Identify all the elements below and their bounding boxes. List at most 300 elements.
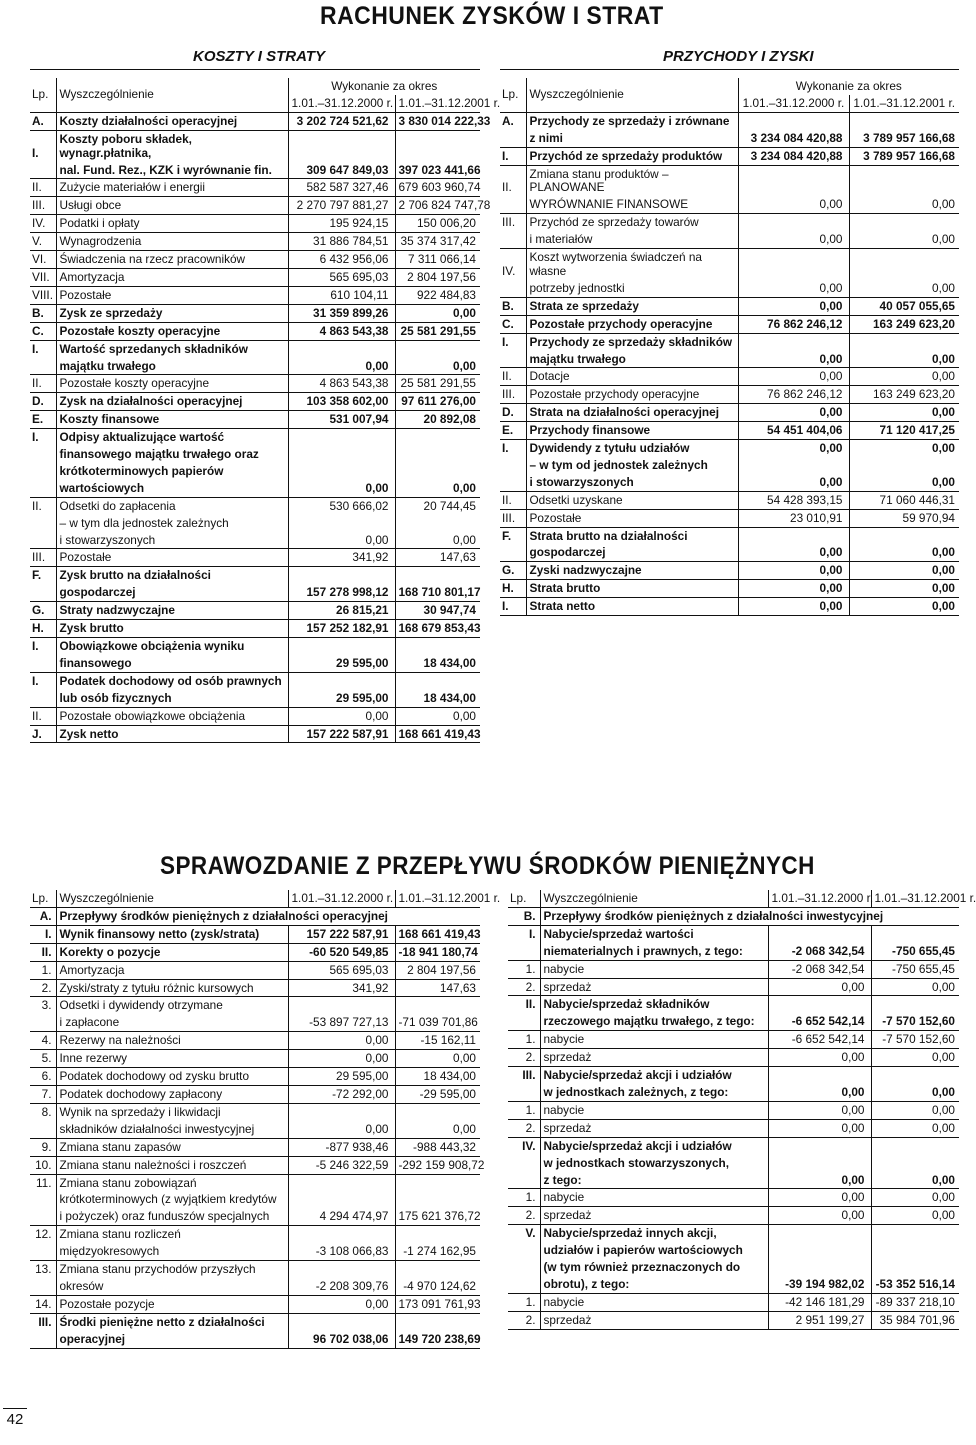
row-label: Zmiana stanu przychodów przyszłych — [56, 1261, 288, 1278]
row-value-2000: 54 428 393,15 — [738, 491, 849, 509]
row-label: Nabycie/sprzedaż akcji i udziałów — [540, 1067, 768, 1084]
row-label: Pozostałe — [526, 509, 738, 527]
row-value-2000 — [768, 1259, 871, 1276]
row-lp: II. — [30, 497, 56, 514]
row-label: Usługi obce — [56, 197, 288, 215]
row-value-2001: 0,00 — [395, 1121, 480, 1138]
row-lp: I. — [500, 440, 526, 457]
item-header: Wyszczególnienie — [540, 890, 768, 907]
row-label: Strata ze sprzedaży — [526, 297, 738, 315]
table-row — [30, 1050, 480, 1068]
row-value-2000: 582 587 327,46 — [288, 179, 395, 197]
cashflow-left-rows — [30, 907, 485, 1348]
row-label: rzeczowego majątku trwałego, z tego: — [540, 1013, 768, 1030]
row-lp — [30, 584, 56, 601]
row-label: udziałów i papierów wartościowych — [540, 1242, 768, 1259]
row-label: sprzedaż — [540, 1207, 768, 1225]
row-label: potrzeby jednostki — [526, 280, 738, 297]
row-value-2001: 18 434,00 — [395, 690, 480, 707]
row-value-2001 — [871, 1242, 959, 1259]
row-label: Pozostałe koszty operacyjne — [56, 375, 288, 393]
row-lp: II. — [508, 996, 540, 1013]
y2001-header: 1.01.–31.12.2001 r. — [395, 890, 480, 907]
row-value-2001: -750 655,45 — [871, 960, 959, 978]
row-lp: III. — [500, 386, 526, 404]
row-value-2001: 163 249 623,20 — [849, 315, 959, 333]
row-lp: H. — [500, 580, 526, 598]
y2000-header: 1.01.–31.12.2000 r. — [288, 95, 395, 112]
row-lp: 1. — [508, 960, 540, 978]
row-value-2000: 2 270 797 881,27 — [288, 197, 395, 215]
row-label: sprzedaż — [540, 1119, 768, 1137]
row-value-2000 — [288, 1191, 395, 1208]
lp-header: Lp. — [30, 890, 56, 907]
row-value-2000 — [288, 130, 395, 161]
period-header: Wykonanie za okres — [795, 79, 902, 93]
row-value-2000: 3 234 084 420,88 — [738, 147, 849, 165]
table-row — [508, 1137, 959, 1154]
table-row — [500, 130, 959, 147]
row-value-2001: 0,00 — [849, 598, 959, 616]
row-lp: 3. — [30, 997, 56, 1014]
row-lp — [508, 1155, 540, 1172]
row-label: Świadczenia na rzecz pracowników — [56, 251, 288, 269]
row-value-2001 — [871, 1067, 959, 1084]
row-value-2000: -2 068 342,54 — [768, 943, 871, 960]
row-label: Strata brutto — [526, 580, 738, 598]
table-row — [30, 1032, 480, 1050]
row-value-2000: 29 595,00 — [288, 655, 395, 672]
table-row — [500, 562, 959, 580]
row-lp: IV. — [30, 215, 56, 233]
row-label: Amortyzacja — [56, 268, 288, 286]
row-value-2001 — [395, 130, 480, 161]
table-row — [30, 690, 480, 707]
row-lp: II. — [30, 707, 56, 725]
table-row — [30, 411, 480, 429]
row-label: Pozostałe — [56, 549, 288, 567]
row-value-2001: -71 039 701,86 — [395, 1014, 480, 1031]
row-lp: 6. — [30, 1068, 56, 1086]
row-value-2000 — [768, 1067, 871, 1084]
row-lp: A. — [30, 907, 56, 925]
row-label: Odsetki i dywidendy otrzymane — [56, 997, 288, 1014]
main-title: RACHUNEK ZYSKÓW I STRAT — [320, 2, 664, 30]
costs-subtitle: KOSZTY I STRATY — [193, 48, 325, 65]
row-lp — [508, 1172, 540, 1189]
row-value-2001: 0,00 — [395, 358, 480, 375]
row-value-2001: 3 789 957 166,68 — [849, 130, 959, 147]
row-label: Obowiązkowe obciążenia wyniku — [56, 638, 288, 655]
row-lp — [30, 1331, 56, 1348]
row-lp — [30, 463, 56, 480]
table-row — [500, 457, 959, 474]
row-lp — [508, 943, 540, 960]
row-value-2000: 0,00 — [768, 1207, 871, 1225]
row-label: Koszty finansowe — [56, 411, 288, 429]
row-lp: III. — [30, 549, 56, 567]
row-label: z nimi — [526, 130, 738, 147]
row-value-2001: 0,00 — [871, 1084, 959, 1101]
row-lp: I. — [508, 925, 540, 942]
row-value-2000: 309 647 849,03 — [288, 162, 395, 179]
table-row — [30, 393, 480, 411]
table-row — [508, 1189, 959, 1207]
row-value-2001 — [395, 515, 480, 532]
table-row — [30, 268, 480, 286]
table-row — [30, 162, 480, 179]
row-value-2001: 168 710 801,17 — [395, 584, 480, 601]
table-row — [500, 231, 959, 248]
table-row — [500, 404, 959, 422]
table-row — [500, 297, 959, 315]
row-value-2001: 2 804 197,56 — [395, 961, 480, 979]
row-lp: F. — [500, 527, 526, 544]
table-row — [30, 1085, 480, 1103]
y2000-header: 1.01.–31.12.2000 r. — [738, 95, 849, 112]
row-value-2001: 0,00 — [849, 368, 959, 386]
row-value-2000: 0,00 — [738, 196, 849, 213]
row-value-2000: -60 520 549,85 — [288, 943, 395, 961]
row-value-2000: 0,00 — [288, 358, 395, 375]
table-row — [500, 351, 959, 368]
row-value-2001: -292 159 908,72 — [395, 1156, 480, 1174]
row-label: krótkoterminowych papierów — [56, 463, 288, 480]
row-value-2000 — [288, 1313, 395, 1330]
row-value-2000: 565 695,03 — [288, 268, 395, 286]
table-row — [500, 544, 959, 561]
row-lp: I. — [30, 429, 56, 446]
row-label: Pozostałe koszty operacyjne — [56, 322, 288, 340]
row-lp: 13. — [30, 1261, 56, 1278]
row-lp: E. — [500, 422, 526, 440]
row-value-2001: 18 434,00 — [395, 1068, 480, 1086]
table-row — [30, 943, 480, 961]
table-row — [508, 1067, 959, 1084]
row-lp — [30, 1278, 56, 1295]
row-value-2000 — [288, 1103, 395, 1120]
row-value-2001: 163 249 623,20 — [849, 386, 959, 404]
revenues-table — [500, 78, 959, 616]
row-label: lub osób fizycznych — [56, 690, 288, 707]
row-lp — [500, 457, 526, 474]
row-value-2000: 157 222 587,91 — [288, 925, 395, 943]
row-lp: II. — [30, 179, 56, 197]
row-lp — [508, 1084, 540, 1101]
revenues-table-body — [500, 78, 959, 112]
row-value-2001: 71 120 417,25 — [849, 422, 959, 440]
table-row — [30, 358, 480, 375]
row-label: Podatki i opłaty — [56, 215, 288, 233]
row-value-2001: 168 679 853,43 — [395, 620, 480, 638]
row-value-2000: 0,00 — [768, 1119, 871, 1137]
row-value-2001: 20 892,08 — [395, 411, 480, 429]
row-lp: 2. — [508, 1119, 540, 1137]
row-lp: I. — [500, 598, 526, 616]
table-row — [508, 1172, 959, 1189]
table-row — [30, 515, 480, 532]
row-value-2001: 0,00 — [871, 1101, 959, 1119]
row-value-2000 — [288, 340, 395, 357]
row-label: i stowarzyszonych — [56, 532, 288, 549]
row-label: Dywidendy z tytułu udziałów — [526, 440, 738, 457]
row-value-2000 — [288, 1174, 395, 1191]
row-value-2001: -988 443,32 — [395, 1138, 480, 1156]
table-row — [508, 1225, 959, 1242]
row-value-2000: 0,00 — [288, 1121, 395, 1138]
row-value-2001 — [395, 446, 480, 463]
table-row — [30, 1261, 480, 1278]
row-value-2000: 0,00 — [768, 1049, 871, 1067]
row-value-2000: 4 294 474,97 — [288, 1208, 395, 1225]
row-lp — [30, 655, 56, 672]
row-value-2001 — [849, 333, 959, 350]
row-lp — [30, 532, 56, 549]
row-label: majątku trwałego — [56, 358, 288, 375]
row-label: okresów — [56, 1278, 288, 1295]
table-row — [30, 584, 480, 601]
row-value-2000: -3 108 066,83 — [288, 1243, 395, 1260]
row-value-2001: 168 661 419,43 — [395, 925, 480, 943]
cashflow-right-head — [508, 890, 976, 907]
row-label: nabycie — [540, 1031, 768, 1049]
row-lp: 2. — [30, 979, 56, 997]
row-lp — [508, 1013, 540, 1030]
table-row — [508, 1119, 959, 1137]
row-value-2000: 0,00 — [738, 562, 849, 580]
row-label: Przychody ze sprzedaży i zrównane — [526, 112, 738, 129]
row-value-2001: 20 744,45 — [423, 498, 476, 513]
row-label: Zużycie materiałów i energii — [56, 179, 288, 197]
row-lp — [500, 196, 526, 213]
row-value-2001 — [849, 249, 959, 280]
row-value-2000 — [738, 249, 849, 280]
row-value-2000: 0,00 — [288, 1295, 395, 1313]
revenues-rows — [500, 112, 959, 615]
row-lp: G. — [500, 562, 526, 580]
row-lp: II. — [30, 375, 56, 393]
row-value-2000: 2 951 199,27 — [768, 1311, 871, 1329]
row-value-2000: -6 652 542,14 — [768, 1031, 871, 1049]
row-value-2001 — [395, 1261, 480, 1278]
row-lp — [30, 1191, 56, 1208]
table-row — [30, 979, 480, 997]
row-value-2001: -1 274 162,95 — [395, 1243, 480, 1260]
table-row — [30, 1243, 480, 1260]
row-value-2000: 31 886 784,51 — [288, 233, 395, 251]
row-value-2000: 0,00 — [768, 1172, 871, 1189]
table-row — [500, 249, 959, 280]
row-label: Straty nadzwyczajne — [56, 602, 288, 620]
row-label: Pozostałe pozycje — [56, 1295, 288, 1313]
row-value-2000: -6 652 542,14 — [768, 1013, 871, 1030]
row-label: i pożyczek) oraz funduszów specjalnych — [56, 1208, 288, 1225]
row-lp: III. — [30, 197, 56, 215]
row-value-2001: 2 804 197,56 — [395, 268, 480, 286]
row-label: Amortyzacja — [56, 961, 288, 979]
table-row — [508, 1259, 959, 1276]
row-label: (w tym również przeznaczonych do — [540, 1259, 768, 1276]
table-row — [500, 386, 959, 404]
row-label: nal. Fund. Rez., KZK i wyrównanie fin. — [56, 162, 288, 179]
row-value-2001 — [395, 463, 480, 480]
row-label: Nabycie/sprzedaż akcji i udziałów — [540, 1137, 768, 1154]
row-value-2000: 4 863 543,38 — [288, 322, 395, 340]
table-row — [30, 340, 480, 357]
row-value-2001: 0,00 — [849, 196, 959, 213]
row-label: Zysk netto — [56, 725, 288, 743]
row-value-2000 — [768, 1155, 871, 1172]
row-lp: 11. — [30, 1174, 56, 1191]
row-value-2000: 76 862 246,12 — [738, 315, 849, 333]
cashflow-left-table — [30, 890, 501, 1349]
y2001-header: 1.01.–31.12.2001 r. — [871, 890, 959, 907]
row-label: Inne rezerwy — [56, 1050, 288, 1068]
table-row — [500, 491, 959, 509]
row-value-2000: 0,00 — [288, 1050, 395, 1068]
row-value-2001: 0,00 — [849, 474, 959, 491]
row-label: Zmiana stanu należności i roszczeń — [56, 1156, 288, 1174]
row-value-2001 — [849, 457, 959, 474]
row-lp: J. — [30, 725, 56, 743]
table-row — [508, 1155, 959, 1172]
y2000-header: 1.01.–31.12.2000 r. — [768, 890, 871, 907]
table-row — [508, 960, 959, 978]
row-lp: 7. — [30, 1085, 56, 1103]
row-value-2001: 168 661 419,43 — [395, 725, 480, 743]
row-label: Zysk ze sprzedaży — [56, 304, 288, 322]
row-value-2000: 0,00 — [738, 351, 849, 368]
revenues-rule — [500, 69, 959, 70]
item-header: Wyszczególnienie — [56, 78, 288, 112]
table-row — [30, 1138, 480, 1156]
row-value-2001: 0,00 — [395, 1050, 480, 1068]
row-lp: I. — [30, 672, 56, 689]
row-label: Środki pieniężne netto z działalności — [56, 1313, 288, 1330]
row-lp: II. — [500, 491, 526, 509]
row-label: i materiałów — [526, 231, 738, 248]
row-value-2000: 0,00 — [288, 480, 395, 497]
row-lp — [500, 474, 526, 491]
row-value-2001 — [395, 1103, 480, 1120]
row-lp: B. — [508, 907, 540, 925]
row-value-2000: 157 222 587,91 — [288, 725, 395, 743]
row-value-2000 — [768, 1242, 871, 1259]
row-value-2000 — [288, 429, 395, 446]
row-lp — [30, 690, 56, 707]
row-lp — [508, 1242, 540, 1259]
row-value-2000: 0,00 — [738, 280, 849, 297]
row-value-2001: 922 484,83 — [395, 286, 480, 304]
row-value-2001: 175 621 376,72 — [395, 1208, 480, 1225]
row-lp: A. — [30, 112, 56, 130]
row-value-2000: -2 208 309,76 — [288, 1278, 395, 1295]
row-value-2000 — [288, 1226, 395, 1243]
row-label: Strata na działalności operacyjnej — [526, 404, 738, 422]
row-value-2001: 147,63 — [395, 979, 480, 997]
row-label: sprzedaż — [540, 978, 768, 996]
row-label: Koszty poboru składek, wynagr.płatnika, — [56, 130, 288, 161]
row-label: Przychody ze sprzedaży składników — [526, 333, 738, 350]
row-lp: I. — [500, 147, 526, 165]
row-label: Zyski nadzwyczajne — [526, 562, 738, 580]
row-value-2000: 0,00 — [738, 544, 849, 561]
row-value-2000: 0,00 — [738, 368, 849, 386]
row-label: Zmiana stanu rozliczeń — [56, 1226, 288, 1243]
row-label: niematerialnych i prawnych, z tego: — [540, 943, 768, 960]
row-value-2001: 35 984 701,96 — [871, 1311, 959, 1329]
table-row — [500, 165, 959, 196]
row-value-2001: 0,00 — [871, 1119, 959, 1137]
row-label: Zysk brutto na działalności — [56, 567, 288, 584]
row-lp: 2. — [508, 978, 540, 996]
row-value-2001 — [395, 1313, 480, 1330]
row-label: międzyokresowych — [56, 1243, 288, 1260]
row-lp — [30, 480, 56, 497]
row-lp: III. — [500, 214, 526, 231]
row-label: krótkoterminowych (z wyjątkiem kredytów — [56, 1191, 288, 1208]
row-value-2001 — [871, 1155, 959, 1172]
lp-header: Lp. — [500, 78, 526, 112]
row-label: Zmiana stanu produktów – PLANOWANE — [526, 165, 738, 196]
table-row — [30, 1278, 480, 1295]
row-value-2000: -42 146 181,29 — [768, 1293, 871, 1311]
row-label: Korekty o pozycje — [56, 943, 288, 961]
row-value-2000 — [768, 996, 871, 1013]
row-value-2001: 97 611 276,00 — [395, 393, 480, 411]
row-label: Wynik finansowy netto (zysk/strata) — [56, 925, 288, 943]
row-label: Odsetki uzyskane — [526, 491, 738, 509]
row-label: Wynik na sprzedaży i likwidacji — [56, 1103, 288, 1120]
row-label: nabycie — [540, 1189, 768, 1207]
row-lp: 5. — [30, 1050, 56, 1068]
table-row — [30, 655, 480, 672]
table-row — [30, 1103, 480, 1120]
cashflow-right-table — [508, 890, 976, 1330]
row-label: sprzedaż — [540, 1311, 768, 1329]
row-value-2001 — [395, 997, 480, 1014]
row-label: wartościowych — [56, 480, 288, 497]
row-lp: II. — [500, 165, 526, 196]
row-label: Rezerwy na należności — [56, 1032, 288, 1050]
row-value-2001: -18 941 180,74 — [395, 943, 480, 961]
row-lp: 2. — [508, 1049, 540, 1067]
row-value-2000 — [768, 925, 871, 942]
row-label: Zysk na działalności operacyjnej — [56, 393, 288, 411]
row-lp: D. — [500, 404, 526, 422]
row-value-2001: 0,00 — [849, 351, 959, 368]
table-row — [30, 1331, 480, 1348]
row-value-2001: -89 337 218,10 — [871, 1293, 959, 1311]
row-lp — [508, 1259, 540, 1276]
table-row — [30, 1174, 480, 1191]
row-lp: D. — [30, 393, 56, 411]
row-lp: 2. — [508, 1311, 540, 1329]
table-row — [508, 1013, 959, 1030]
row-lp: II. — [30, 943, 56, 961]
table-row — [30, 1313, 480, 1330]
item-header: Wyszczególnienie — [56, 890, 288, 907]
row-value-2001: -7 570 152,60 — [871, 1013, 959, 1030]
table-row — [30, 251, 480, 269]
row-value-2000: 610 104,11 — [288, 286, 395, 304]
table-row — [30, 925, 480, 943]
row-value-2001 — [395, 1226, 480, 1243]
row-value-2000: 76 862 246,12 — [738, 386, 849, 404]
row-value-2000: 0,00 — [288, 532, 395, 549]
table-row — [508, 1276, 959, 1293]
row-value-2001: 0,00 — [849, 231, 959, 248]
